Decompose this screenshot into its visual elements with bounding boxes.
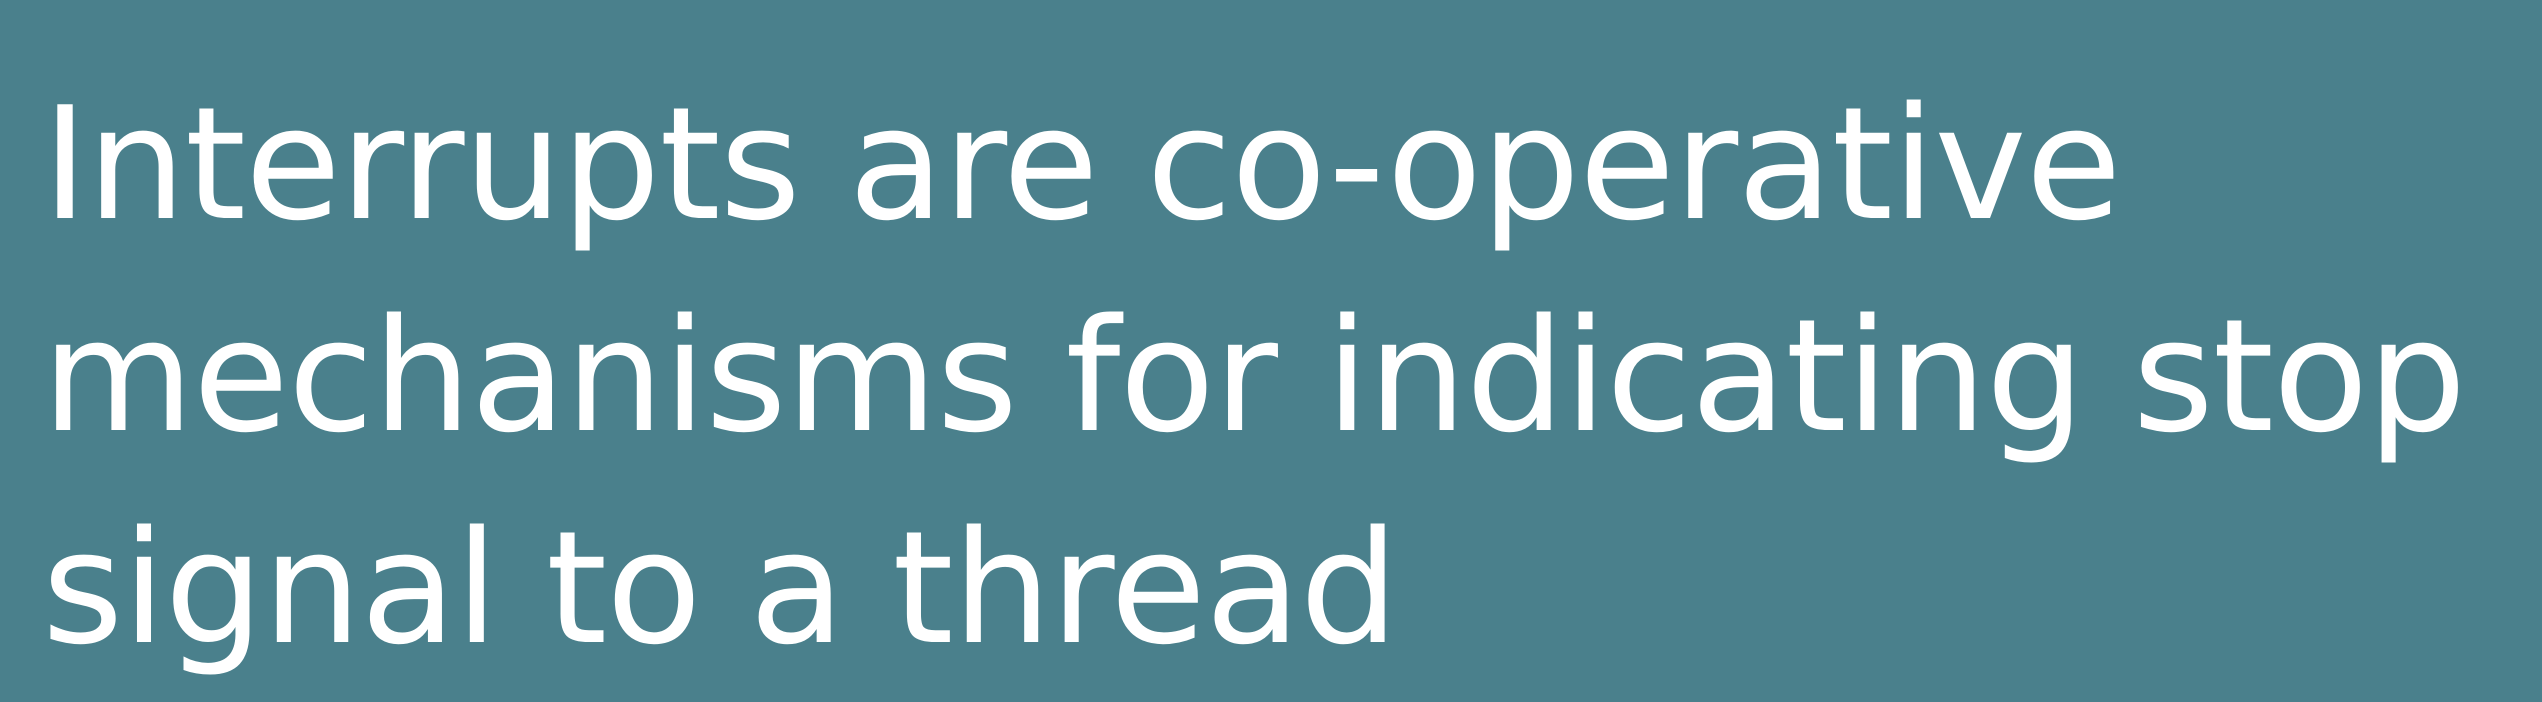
heading-line-2: mechanisms for indicating stop — [42, 285, 2466, 467]
heading-line-3: signal to a thread — [42, 497, 1398, 679]
heading-line-1: Interrupts are co-operative — [42, 73, 2121, 255]
slide-heading — [42, 58, 2502, 694]
